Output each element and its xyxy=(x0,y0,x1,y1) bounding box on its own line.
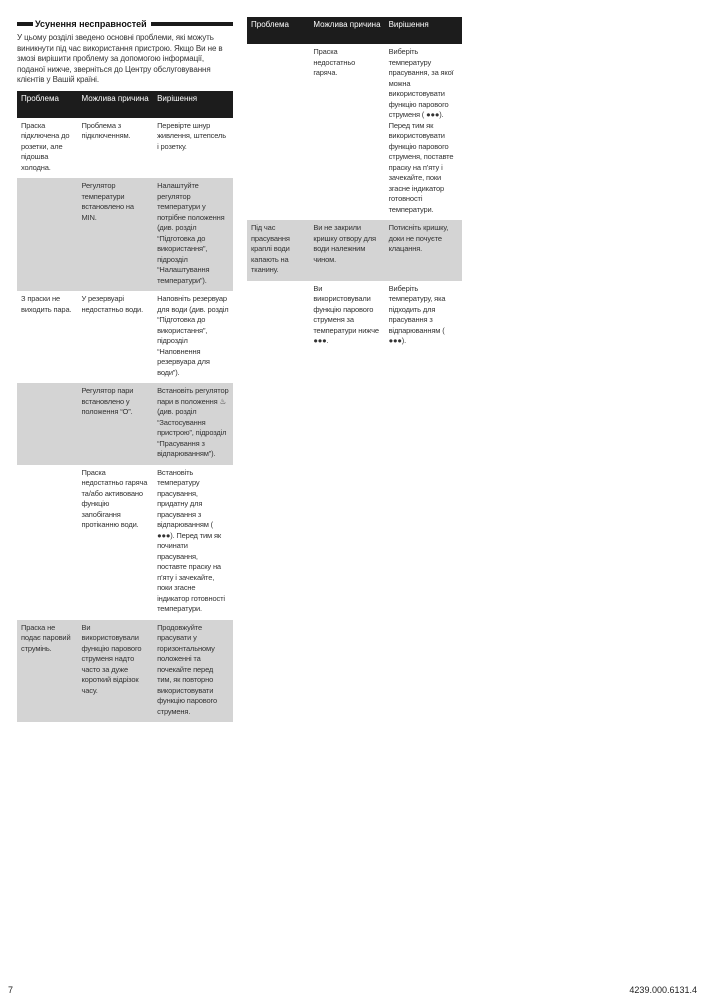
table-row xyxy=(17,383,233,465)
cell-cause: Регулятор пари встановлено у положення “O”. xyxy=(77,383,153,465)
cell-solution: Встановіть регулятор пари в положення ♨ (див. розділ “Застосування пристрою”, підрозділ “Прасування з відпарюванням”). xyxy=(153,383,233,465)
table-row xyxy=(247,281,462,352)
table-row xyxy=(17,178,233,291)
page-number: 7 xyxy=(8,985,14,995)
cell-cause: Проблема з підключенням. xyxy=(81,120,131,140)
section-heading xyxy=(17,17,233,31)
cell-cause: Праска недостатньо гаряча. xyxy=(313,47,356,77)
troubleshooting-table-right xyxy=(247,17,462,352)
cell-problem xyxy=(17,383,77,465)
header-problem: Проблема xyxy=(247,17,309,44)
cell-problem: Праска підключена до розетки, але підошва холодна. xyxy=(21,120,70,172)
cell-solution: Потисніть кришку, доки не почуєте клацання. xyxy=(385,220,462,281)
table-row xyxy=(17,465,233,620)
heading-rule xyxy=(151,22,233,26)
table-row xyxy=(247,220,462,281)
cell-problem xyxy=(17,178,77,291)
cell-solution: Виберіть температуру прасування, за якої можна використовувати функцію парового струменя ( ●●●). Перед тим як використовувати функцію парового струменя, поставте праску на п’яту і зачекайте, поки згасне індикатор готовності температури. xyxy=(388,47,454,214)
troubleshooting-table-left xyxy=(17,91,233,723)
cell-problem: З праски не виходить пара. xyxy=(21,294,72,314)
table-body-left xyxy=(17,118,233,723)
header-cause: Можлива причина xyxy=(77,91,153,118)
header-solution: Вирішення xyxy=(385,17,462,44)
header-solution: Вирішення xyxy=(153,91,233,118)
document-code: 4239.000.6131.4 xyxy=(629,985,697,995)
table-header-row xyxy=(17,91,233,118)
table-row xyxy=(17,118,233,179)
cell-solution: Налаштуйте регулятор температури у потрібне положення (див. розділ “Підготовка до використання”, підрозділ “Налаштування температури”). xyxy=(153,178,233,291)
header-cause: Можлива причина xyxy=(309,17,384,44)
cell-problem xyxy=(247,281,309,352)
header-problem: Проблема xyxy=(17,91,77,118)
cell-cause: Регулятор температури встановлено на MIN. xyxy=(77,178,153,291)
cell-cause: Ви використовували функцію парового струменя надто часто за дуже короткий відрізок часу. xyxy=(77,620,153,723)
cell-cause: У резервуарі недостатньо води. xyxy=(81,294,144,314)
cell-solution: Наповніть резервуар для води (див. розділ “Підготовка до використання”, підрозділ “Наповнення резервуара для води”). xyxy=(157,294,229,377)
cell-solution: Виберіть температуру, яка підходить для прасування з відпарюванням ( ●●●). xyxy=(388,283,446,345)
cell-solution: Перевірте шнур живлення, штепсель і розетку. xyxy=(157,120,226,151)
table-row xyxy=(17,291,233,383)
cell-cause: Ви використовували функцію парового струменя за температури нижче ●●●. xyxy=(313,283,379,345)
cell-solution: Встановіть температуру прасування, придатну для прасування з відпарюванням ( ●●●). Перед тим як починати прасування, поставте праску на п’яту і зачекайте, поки згасне індикатор готовності температури. xyxy=(157,467,225,613)
cell-problem xyxy=(17,465,77,620)
cell-problem xyxy=(247,44,309,220)
heading-bar-icon xyxy=(17,22,33,26)
right-column xyxy=(247,17,462,352)
table-row xyxy=(17,620,233,723)
cell-solution: Продовжуйте прасувати у горизонтальному положенні та почекайте перед тим, як повторно використовувати функцію парового струменя. xyxy=(153,620,233,723)
cell-cause: Ви не закрили кришку отвору для води належним чином. xyxy=(309,220,384,281)
table-body-right xyxy=(247,44,462,352)
section-intro: У цьому розділі зведено основні проблеми, які можуть виникнути під час використання пристрою. Якщо Ви не в змозі вирішити проблему за допомогою інформації, поданої нижче, зверніться до Центру обслуговування клієнтів у Вашій країні. xyxy=(17,33,223,84)
section-title: Усунення несправностей xyxy=(35,19,147,29)
table-row xyxy=(247,44,462,220)
cell-cause: Праска недостатньо гаряча та/або активовано функцію запобігання протіканню води. xyxy=(81,467,148,529)
cell-problem: Праска не подає паровий струмінь. xyxy=(17,620,77,723)
left-column xyxy=(17,17,233,722)
cell-problem: Під час прасування краплі води капають на тканину. xyxy=(247,220,309,281)
table-header-row xyxy=(247,17,462,44)
